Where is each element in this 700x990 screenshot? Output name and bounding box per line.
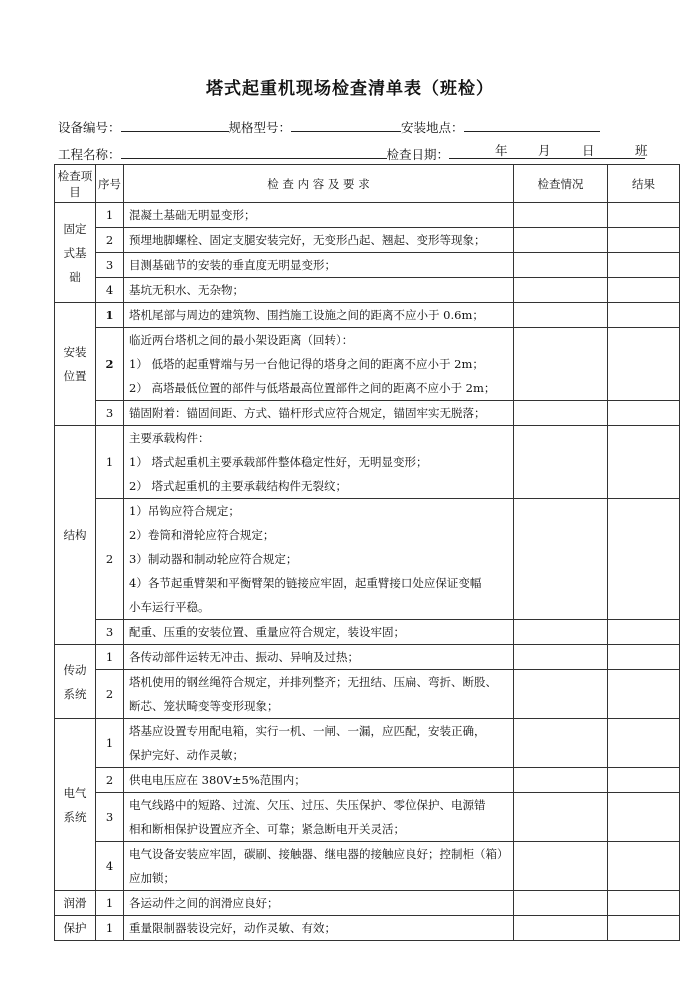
content-line: 目测基础节的安装的垂直度无明显变形； <box>129 258 336 272</box>
row-seq: 1 <box>96 916 124 941</box>
result-cell[interactable] <box>608 328 680 401</box>
section-name: 安装位置 <box>55 303 96 426</box>
status-cell[interactable] <box>514 620 608 645</box>
month-label: 月 <box>538 143 551 158</box>
result-cell[interactable] <box>608 768 680 793</box>
row-content <box>124 228 514 253</box>
table-row <box>55 328 680 401</box>
col-status: 检查情况 <box>514 165 608 203</box>
row-seq: 1 <box>96 645 124 670</box>
row-seq: 3 <box>96 401 124 426</box>
status-cell[interactable] <box>514 891 608 916</box>
year-label: 年 <box>495 143 508 158</box>
row-seq: 4 <box>96 278 124 303</box>
content-line: 主要承载构件： <box>129 431 210 445</box>
section-name: 润滑 <box>55 891 96 916</box>
table-row <box>55 620 680 645</box>
result-cell[interactable] <box>608 620 680 645</box>
device-no-label: 设备编号： <box>58 120 121 135</box>
content-line: 电气设备安装应牢固，碳刷、接触器、继电器的接触应良好；控制柜（箱） <box>129 847 509 861</box>
result-cell[interactable] <box>608 499 680 620</box>
inspection-table <box>54 164 680 941</box>
row-content <box>124 328 514 401</box>
date-field[interactable] <box>449 143 648 159</box>
content-line: 混凝土基础无明显变形； <box>129 208 256 222</box>
status-cell[interactable] <box>514 426 608 499</box>
section-name: 结构 <box>55 426 96 645</box>
status-cell[interactable] <box>514 253 608 278</box>
row-seq: 2 <box>96 328 124 401</box>
row-content <box>124 719 514 768</box>
table-row <box>55 670 680 719</box>
row-content <box>124 768 514 793</box>
result-cell[interactable] <box>608 719 680 768</box>
content-line: 相和断相保护设置应齐全、可靠；紧急断电开关灵活； <box>129 822 405 836</box>
status-cell[interactable] <box>514 303 608 328</box>
result-cell[interactable] <box>608 401 680 426</box>
project-field[interactable] <box>121 145 387 159</box>
table-row <box>55 228 680 253</box>
status-cell[interactable] <box>514 719 608 768</box>
content-line: 塔基应设置专用配电箱，实行一机、一闸、一漏，应匹配，安装正确， <box>129 724 486 738</box>
content-line: 供电电压应在 380V±5%范围内； <box>129 773 306 787</box>
content-line: 预埋地脚螺栓、固定支腿安装完好，无变形凸起、翘起、变形等现象； <box>129 233 486 247</box>
row-content <box>124 670 514 719</box>
result-cell[interactable] <box>608 793 680 842</box>
row-seq: 2 <box>96 499 124 620</box>
section-name: 传动系统 <box>55 645 96 719</box>
device-no-field[interactable] <box>121 118 229 132</box>
content-line: 4）各节起重臂架和平衡臂架的链接应牢固，起重臂接口处应保证变幅 <box>129 576 482 590</box>
row-seq: 3 <box>96 793 124 842</box>
table-row <box>55 426 680 499</box>
col-result: 结果 <box>608 165 680 203</box>
row-seq: 1 <box>96 891 124 916</box>
content-line: 3）制动器和制动轮应符合规定； <box>129 552 298 566</box>
location-label: 安装地点： <box>401 120 464 135</box>
table-row <box>55 842 680 891</box>
content-line: 基坑无积水、无杂物； <box>129 283 244 297</box>
result-cell[interactable] <box>608 426 680 499</box>
row-content <box>124 645 514 670</box>
section-name: 固定式基础 <box>55 203 96 303</box>
status-cell[interactable] <box>514 645 608 670</box>
table-row <box>55 645 680 670</box>
row-content <box>124 303 514 328</box>
day-label: 日 <box>582 143 595 158</box>
row-seq: 1 <box>96 719 124 768</box>
content-line: 2） 高塔最低位置的部件与低塔最高位置部件之间的距离不应小于 2m； <box>129 381 496 395</box>
table-row <box>55 303 680 328</box>
result-cell[interactable] <box>608 228 680 253</box>
shift-label: 班 <box>635 143 648 158</box>
row-content <box>124 426 514 499</box>
row-seq: 3 <box>96 253 124 278</box>
table-row <box>55 719 680 768</box>
status-cell[interactable] <box>514 401 608 426</box>
content-line: 配重、压重的安装位置、重量应符合规定，装设牢固； <box>129 625 405 639</box>
row-content <box>124 203 514 228</box>
table-row <box>55 793 680 842</box>
row-content <box>124 278 514 303</box>
row-content <box>124 401 514 426</box>
row-seq: 1 <box>96 203 124 228</box>
status-cell[interactable] <box>514 328 608 401</box>
table-row <box>55 891 680 916</box>
content-line: 临近两台塔机之间的最小架设距离（回转）： <box>129 333 354 347</box>
content-line: 各传动部件运转无冲击、振动、异响及过热； <box>129 650 359 664</box>
content-line: 电气线路中的短路、过流、欠压、过压、失压保护、零位保护、电源错 <box>129 798 486 812</box>
result-cell[interactable] <box>608 253 680 278</box>
row-seq: 2 <box>96 768 124 793</box>
model-label: 规格型号： <box>228 120 292 135</box>
status-cell[interactable] <box>514 278 608 303</box>
row-seq: 2 <box>96 670 124 719</box>
header-row-2 <box>58 143 648 163</box>
content-line: 小车运行平稳。 <box>129 600 210 614</box>
row-content <box>124 842 514 891</box>
row-seq: 4 <box>96 842 124 891</box>
table-row <box>55 401 680 426</box>
content-line: 锚固附着：锚固间距、方式、锚杆形式应符合规定，锚固牢实无脱落； <box>129 406 486 420</box>
row-seq: 2 <box>96 228 124 253</box>
result-cell[interactable] <box>608 303 680 328</box>
content-line: 应加锁； <box>129 871 175 885</box>
result-cell[interactable] <box>608 645 680 670</box>
col-content: 检 查 内 容 及 要 求 <box>124 165 514 203</box>
result-cell[interactable] <box>608 842 680 891</box>
content-line: 1）吊钩应符合规定； <box>129 504 240 518</box>
status-cell[interactable] <box>514 793 608 842</box>
content-line: 保护完好、动作灵敏； <box>129 748 244 762</box>
status-cell[interactable] <box>514 916 608 941</box>
row-seq: 1 <box>96 426 124 499</box>
table-row <box>55 768 680 793</box>
model-field[interactable] <box>291 118 401 132</box>
row-seq: 3 <box>96 620 124 645</box>
section-name: 保护 <box>55 916 96 941</box>
table-header-row <box>55 165 680 203</box>
result-cell[interactable] <box>608 891 680 916</box>
content-line: 1） 低塔的起重臂端与另一台他记得的塔身之间的距离不应小于 2m； <box>129 357 484 371</box>
row-seq: 1 <box>96 303 124 328</box>
status-cell[interactable] <box>514 228 608 253</box>
status-cell[interactable] <box>514 768 608 793</box>
result-cell[interactable] <box>608 203 680 228</box>
col-category: 检查项目 <box>55 165 96 203</box>
row-content <box>124 793 514 842</box>
status-cell[interactable] <box>514 203 608 228</box>
content-line: 重量限制器装设完好，动作灵敏、有效； <box>129 921 336 935</box>
table-row <box>55 203 680 228</box>
result-cell[interactable] <box>608 670 680 719</box>
section-name: 电气系统 <box>55 719 96 891</box>
row-content <box>124 620 514 645</box>
table-row <box>55 916 680 941</box>
content-line: 塔机尾部与周边的建筑物、围挡施工设施之间的距离不应小于 0.6m； <box>129 308 484 322</box>
content-line: 断芯、笼状畸变等变形现象； <box>129 699 279 713</box>
table-row <box>55 499 680 620</box>
table-row <box>55 278 680 303</box>
location-field[interactable] <box>464 118 600 132</box>
result-cell[interactable] <box>608 916 680 941</box>
content-line: 1） 塔式起重机主要承载部件整体稳定性好，无明显变形； <box>129 455 428 469</box>
content-line: 2） 塔式起重机的主要承载结构件无裂纹； <box>129 479 347 493</box>
row-content <box>124 253 514 278</box>
row-content <box>124 499 514 620</box>
check-date-label: 检查日期： <box>386 147 450 162</box>
page-title: 塔式起重机现场检查清单表（班检） <box>206 79 494 99</box>
content-line: 塔机使用的钢丝绳符合规定，并排列整齐；无扭结、压扁、弯折、断股、 <box>129 675 497 689</box>
result-cell[interactable] <box>608 278 680 303</box>
table-row <box>55 253 680 278</box>
content-line: 2）卷筒和滑轮应符合规定； <box>129 528 275 542</box>
col-seq: 序号 <box>96 165 124 203</box>
header-row-1 <box>58 118 600 136</box>
status-cell[interactable] <box>514 842 608 891</box>
status-cell[interactable] <box>514 670 608 719</box>
row-content <box>124 916 514 941</box>
status-cell[interactable] <box>514 499 608 620</box>
project-label: 工程名称： <box>58 147 121 162</box>
row-content <box>124 891 514 916</box>
content-line: 各运动件之间的润滑应良好； <box>129 896 279 910</box>
